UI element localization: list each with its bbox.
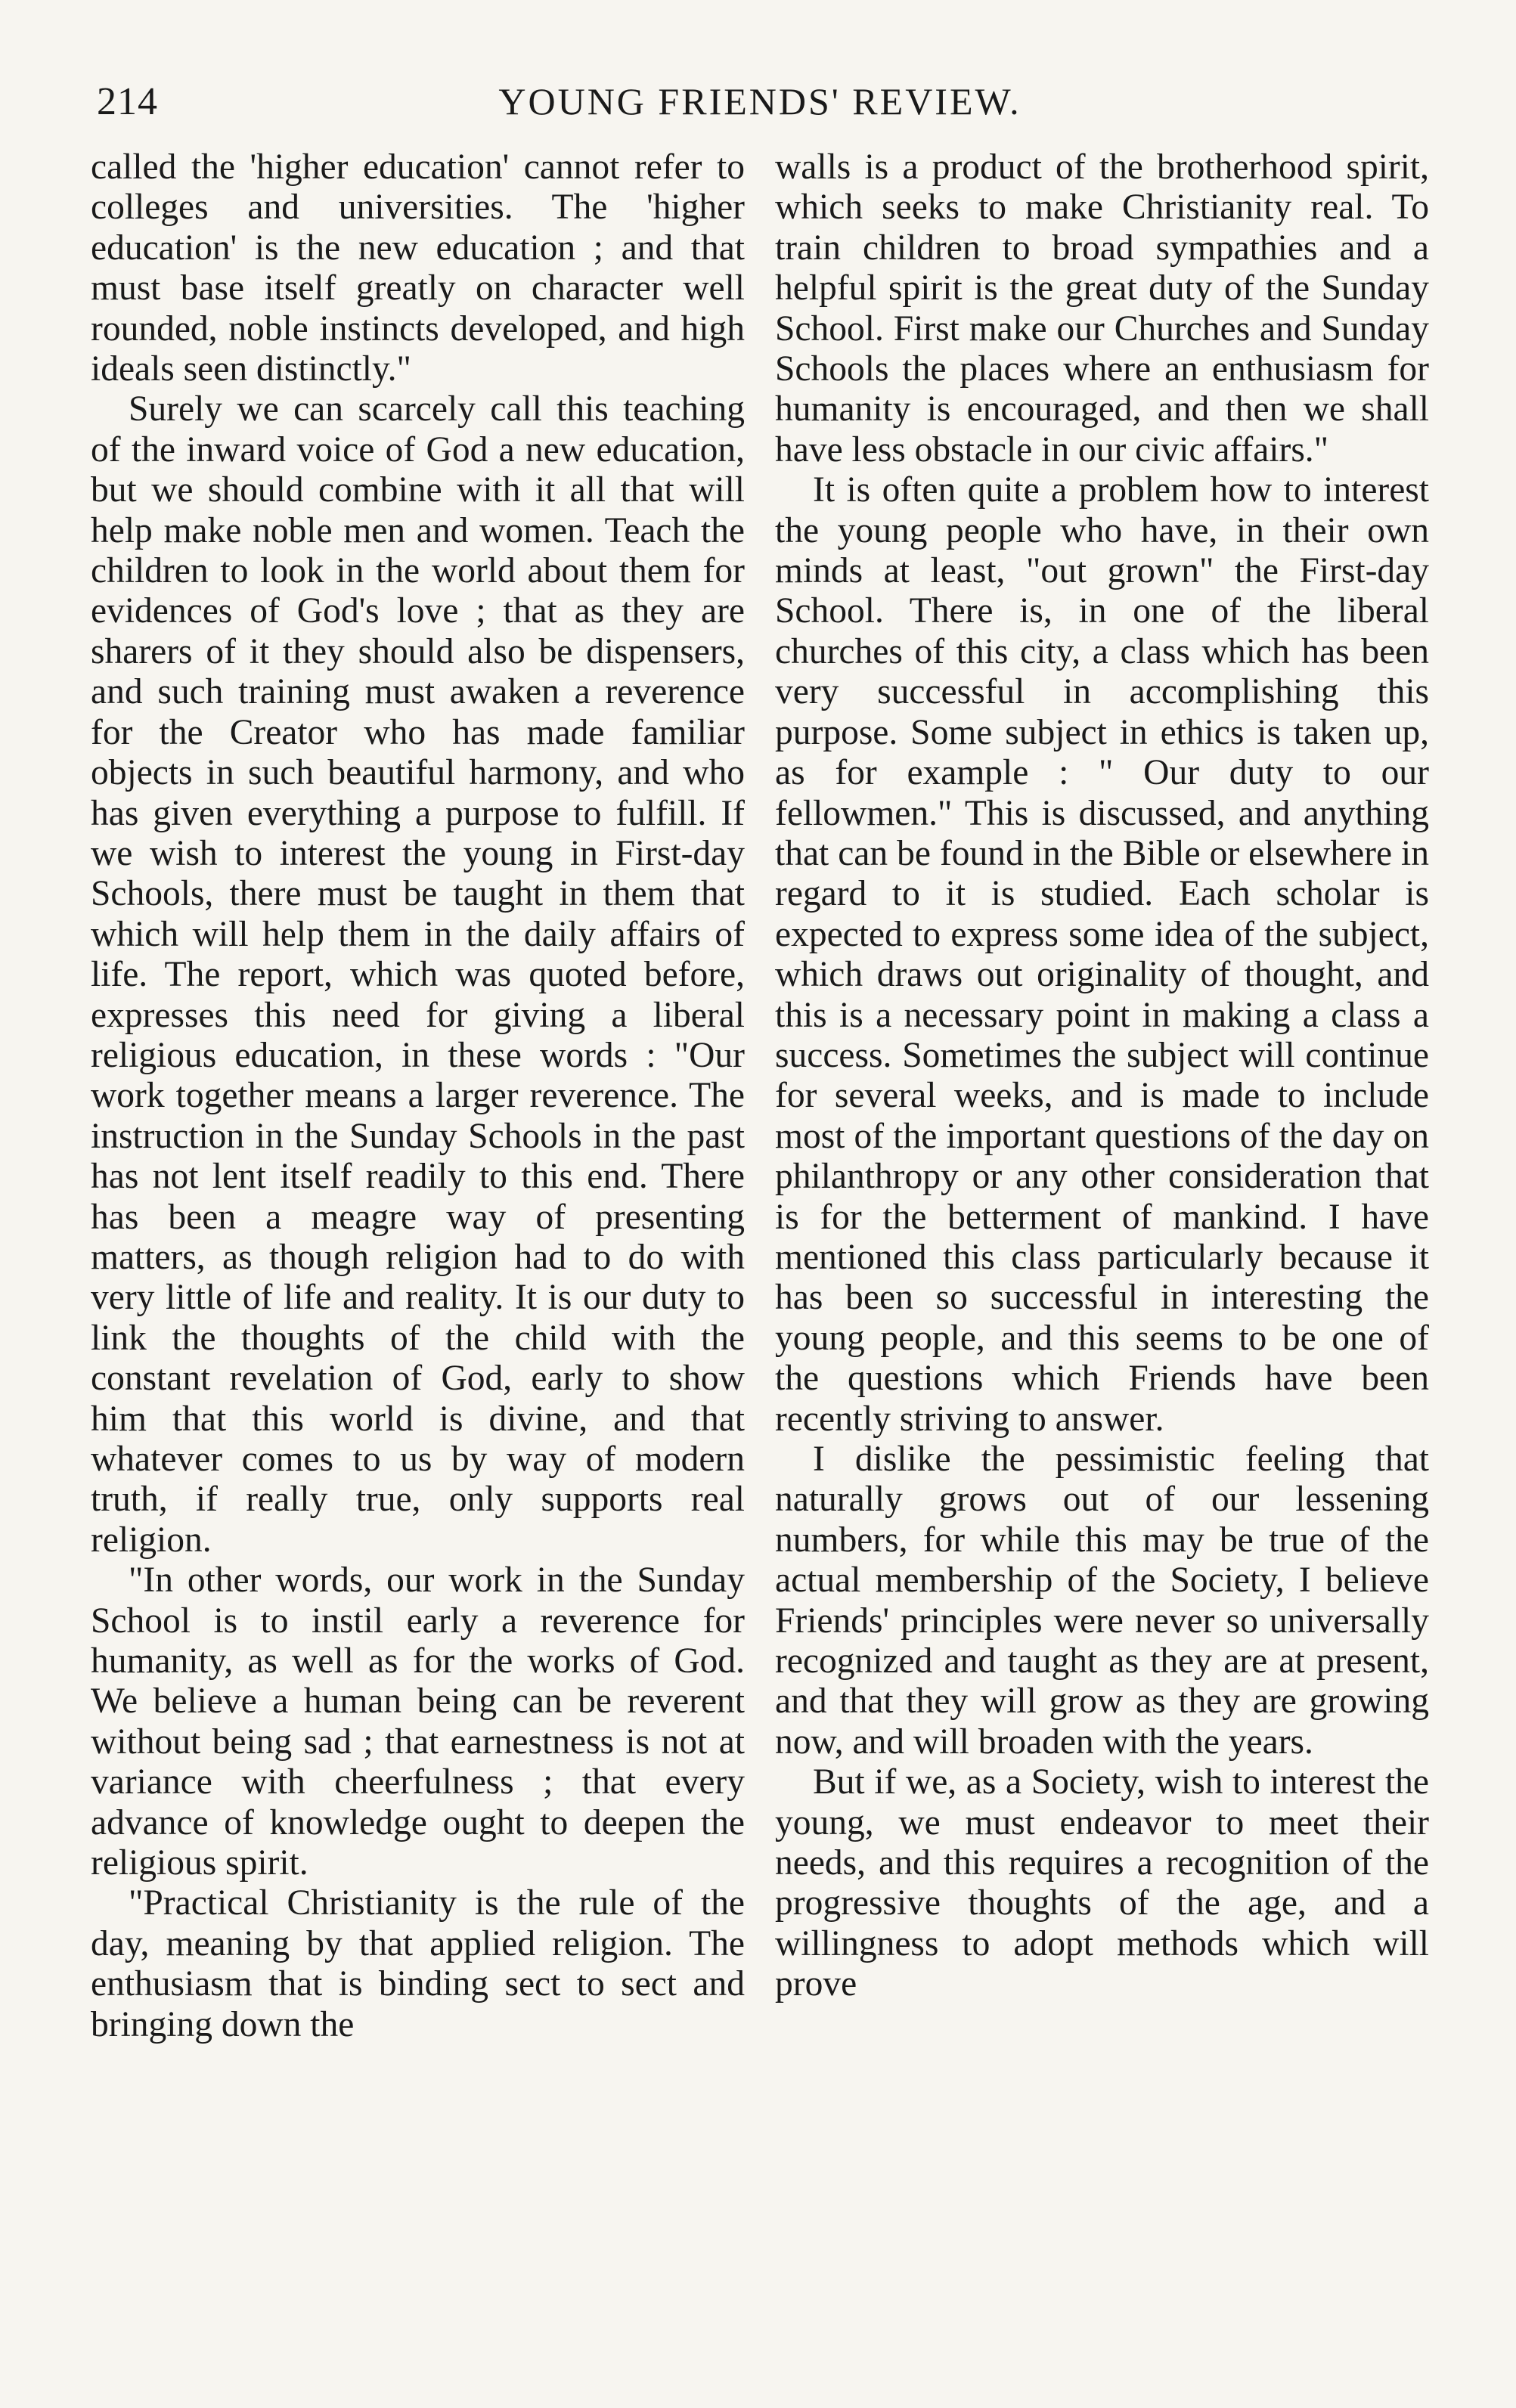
paragraph: called the 'higher education' cannot refer to colleges and universities. The 'higher education' is the new education ; and that must base itself greatly on character well rounded, noble instincts developed, and high ideals seen distinctly." (91, 147, 745, 389)
page (91, 72, 1429, 2340)
left-column (91, 147, 745, 2045)
page-header (91, 72, 1429, 132)
paragraph: Surely we can scarcely call this teaching of the inward voice of God a new education, but we should combine with it all that will help make noble men and women. Teach the children to look in the world about them for evidences of God's love ; that as they are sharers of it they should also be dispensers, and such training must awaken a reverence for the Creator who has made familiar objects in such beautiful harmony, and who has given everything a purpose to fulfill. If we wish to interest the young in First-day Schools, there must be taught in them that which will help them in the daily affairs of life. The report, which was quoted before, expresses this need for giving a liberal religious education, in these words : "Our work together means a larger reverence. The instruction in the Sunday Schools in the past has not lent itself readily to this end. There has been a meagre way of presenting matters, as though religion had to do with very little of life and reality. It is our duty to link the thoughts of the child with the constant revelation of God, early to show him that this world is divine, and that whatever comes to us by way of modern truth, if really true, only supports real religion. (91, 389, 745, 1560)
paragraph: But if we, as a Society, wish to interest the young, we must endeavor to meet their needs, and this requires a recognition of the progressive thoughts of the age, and a willingness to adopt methods which will prove (775, 1762, 1429, 2004)
right-column (775, 147, 1429, 2045)
paragraph: "In other words, our work in the Sunday School is to instil early a reverence for humanity, as well as for the works of God. We believe a human being can be reverent without being sad ; that earnestness is not at variance with cheerfulness ; that every advance of knowledge ought to deepen the religious spirit. (91, 1560, 745, 1883)
text-columns (91, 147, 1429, 2045)
page-number: 214 (97, 80, 158, 123)
paragraph: I dislike the pessimistic feeling that naturally grows out of our lessening numbers, for while this may be true of the actual membership of the Society, I believe Friends' principles were never so universally recognized and taught as they are at present, and that they will grow as they are growing now, and will broaden with the years. (775, 1440, 1429, 1762)
running-title: YOUNG FRIENDS' REVIEW. (498, 80, 1022, 122)
paragraph: It is often quite a problem how to interest the young people who have, in their own minds at least, "out grown" the First-day School. There is, in one of the liberal churches of this city, a class which has been very successful in accomplishing this purpose. Some subject in ethics is taken up, as for example : " Our duty to our fellowmen." This is discussed, and anything that can be found in the Bible or elsewhere in regard to it is studied. Each scholar is expected to express some idea of the subject, which draws out originality of thought, and this is a necessary point in making a class a success. Sometimes the subject will continue for several weeks, and is made to include most of the important questions of the day on philanthropy or any other consideration that is for the betterment of mankind. I have mentioned this class particularly because it has been so successful in interesting the young people, and this seems to be one of the questions which Friends have been recently striving to answer. (775, 470, 1429, 1439)
paragraph: "Practical Christianity is the rule of the day, meaning by that applied religion. The enthusiasm that is binding sect to sect and bringing down the (91, 1883, 745, 2044)
paragraph: walls is a product of the brotherhood spirit, which seeks to make Christianity real. To train children to broad sympathies and a helpful spirit is the great duty of the Sunday School. First make our Churches and Sunday Schools the places where an enthusiasm for humanity is encouraged, and then we shall have less obstacle in our civic affairs." (775, 147, 1429, 470)
